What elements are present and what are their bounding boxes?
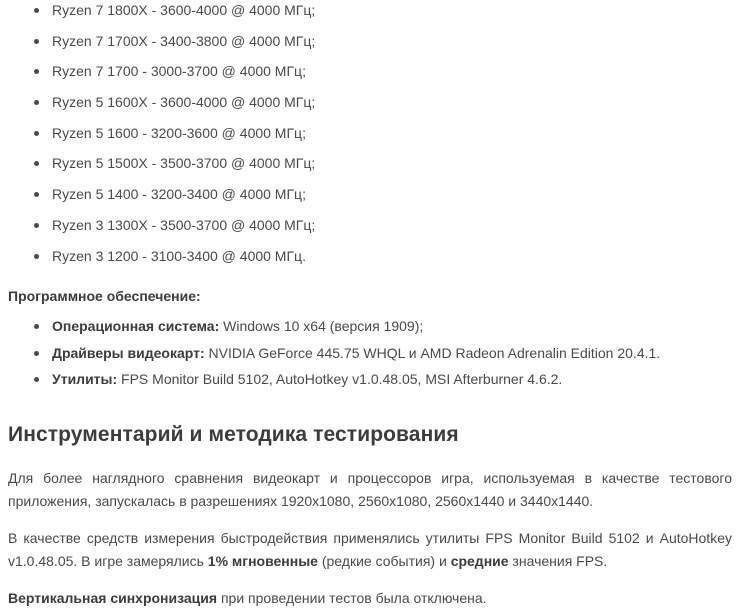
list-item [30, 369, 732, 391]
list-item: Ryzen 5 1600X - 3600-4000 @ 4000 МГц; [30, 92, 732, 114]
list-item-value: NVIDIA GeForce 445.75 WHQL и AMD Radeon Adrenalin Edition 20.4.1. [204, 344, 661, 361]
emphasis-1-percent: 1% мгновенные [207, 552, 318, 569]
emphasis-average: средние [450, 552, 509, 569]
list-item: Ryzen 7 1700X - 3400-3800 @ 4000 МГц; [30, 31, 732, 53]
paragraph-text: (редкие события) и [317, 552, 451, 569]
cpu-list [8, 0, 732, 267]
section-heading: Инструментарий и методика тестирования [8, 422, 459, 446]
paragraph-text: В качестве средств измерения быстродействия применялись утилиты FPS Monitor Build 5102 и AutoHotkey v1.0.48.05. В игре замерялись [8, 530, 732, 569]
list-item-term: Утилиты: [52, 371, 118, 388]
software-list [8, 316, 732, 391]
list-item: Ryzen 7 1800X - 3600-4000 @ 4000 МГц; [30, 0, 732, 22]
list-item-value: Windows 10 x64 (версия 1909); [219, 317, 424, 334]
list-item: Ryzen 5 1400 - 3200-3400 @ 4000 МГц; [30, 184, 732, 206]
software-section-label: Программное обеспечение: [8, 288, 201, 305]
paragraph-measurement [8, 527, 732, 572]
paragraph-resolutions: Для более наглядного сравнения видеокарт и процессоров игра, используемая в качестве тестового приложения, запускалась в разрешениях 1920x1080, 2560x1080, 2560x1440 и 3440x1440. [8, 470, 732, 509]
paragraph-text: значения FPS. [508, 552, 608, 569]
list-item: Ryzen 5 1500X - 3500-3700 @ 4000 МГц; [30, 153, 732, 175]
paragraph-text: при проведении тестов была отключена. [217, 590, 487, 607]
paragraph-vsync [8, 587, 732, 609]
list-item-term: Операционная система: [52, 317, 220, 334]
list-item [30, 316, 732, 338]
list-item: Ryzen 3 1200 - 3100-3400 @ 4000 МГц. [30, 246, 732, 268]
list-item-value: FPS Monitor Build 5102, AutoHotkey v1.0.48.05, MSI Afterburner 4.6.2. [117, 371, 563, 388]
list-item: Ryzen 5 1600 - 3200-3600 @ 4000 МГц; [30, 123, 732, 145]
list-item-term: Драйверы видеокарт: [52, 344, 205, 361]
emphasis-vsync: Вертикальная синхронизация [8, 590, 218, 607]
list-item: Ryzen 3 1300X - 3500-3700 @ 4000 МГц; [30, 215, 732, 237]
list-item: Ryzen 7 1700 - 3000-3700 @ 4000 МГц; [30, 61, 732, 83]
list-item [30, 343, 732, 365]
